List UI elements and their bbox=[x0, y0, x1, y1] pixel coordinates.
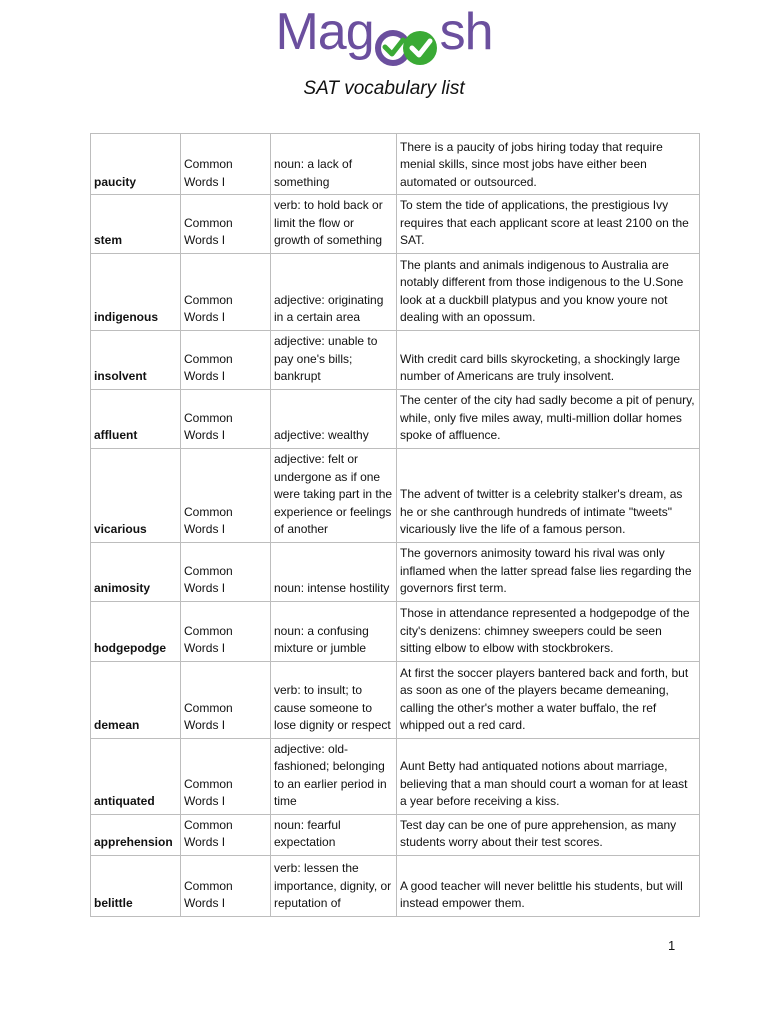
vocab-example: At first the soccer players bantered back and forth, but as soon as one of the players became demeaning, calling the other's mother a water buffalo, the ref whipped out a red card. bbox=[397, 661, 700, 738]
vocab-word: affluent bbox=[91, 389, 181, 448]
table-row bbox=[91, 738, 700, 814]
vocab-word: apprehension bbox=[91, 814, 181, 855]
table-row bbox=[91, 661, 700, 738]
vocab-category: Common Words I bbox=[181, 542, 271, 601]
vocab-category: Common Words I bbox=[181, 855, 271, 916]
vocab-category: Common Words I bbox=[181, 195, 271, 254]
vocab-definition: adjective: old-fashioned; belonging to an earlier period in time bbox=[271, 738, 397, 814]
vocab-definition: verb: to insult; to cause someone to lose dignity or respect bbox=[271, 661, 397, 738]
vocab-definition: verb: lessen the importance, dignity, or reputation of bbox=[271, 855, 397, 916]
vocab-word: animosity bbox=[91, 542, 181, 601]
vocab-example: To stem the tide of applications, the prestigious Ivy requires that each applicant score at least 2100 on the SAT. bbox=[397, 195, 700, 254]
vocabulary-table bbox=[90, 133, 700, 917]
vocab-example: There is a paucity of jobs hiring today that require menial skills, since most jobs have either been automated or outsourced. bbox=[397, 134, 700, 195]
vocab-word: hodgepodge bbox=[91, 601, 181, 661]
vocab-example: The plants and animals indigenous to Australia are notably different from those indigenous to the U.Sone look at a duckbill platypus and you know youre not dealing with an opossum. bbox=[397, 253, 700, 330]
vocab-example: Aunt Betty had antiquated notions about marriage, believing that a man should court a woman for at least a year before receiving a kiss. bbox=[397, 738, 700, 814]
table-row bbox=[91, 134, 700, 195]
vocab-example: The governors animosity toward his rival was only inflamed when the latter spread false lies regarding the governors first term. bbox=[397, 542, 700, 601]
vocab-word: belittle bbox=[91, 855, 181, 916]
vocab-category: Common Words I bbox=[181, 330, 271, 389]
vocab-definition: adjective: unable to pay one's bills; bankrupt bbox=[271, 330, 397, 389]
table-row bbox=[91, 601, 700, 661]
vocab-category: Common Words I bbox=[181, 448, 271, 542]
vocab-definition: noun: intense hostility bbox=[271, 542, 397, 601]
vocabulary-table-body bbox=[91, 134, 700, 917]
vocab-example: The advent of twitter is a celebrity stalker's dream, as he or she canthrough hundreds of intimate "tweets" vicariously live the life of a famous person. bbox=[397, 448, 700, 542]
vocab-example: With credit card bills skyrocketing, a shockingly large number of Americans are truly insolvent. bbox=[397, 330, 700, 389]
page-number: 1 bbox=[668, 938, 676, 953]
table-row bbox=[91, 330, 700, 389]
vocab-word: stem bbox=[91, 195, 181, 254]
vocab-definition: adjective: wealthy bbox=[271, 389, 397, 448]
vocab-definition: verb: to hold back or limit the flow or growth of something bbox=[271, 195, 397, 254]
page-title: SAT vocabulary list bbox=[303, 78, 465, 99]
vocab-category: Common Words I bbox=[181, 601, 271, 661]
vocab-category: Common Words I bbox=[181, 389, 271, 448]
vocab-example: The center of the city had sadly become a pit of penury, while, only five miles away, multi-million dollar homes spoke of affluence. bbox=[397, 389, 700, 448]
vocab-category: Common Words I bbox=[181, 661, 271, 738]
table-row bbox=[91, 542, 700, 601]
vocab-definition: noun: a confusing mixture or jumble bbox=[271, 601, 397, 661]
vocab-category: Common Words I bbox=[181, 253, 271, 330]
table-row bbox=[91, 855, 700, 916]
magoosh-logo bbox=[0, 2, 768, 62]
vocab-category: Common Words I bbox=[181, 738, 271, 814]
logo-text-right: sh bbox=[439, 3, 493, 61]
vocab-example: Those in attendance represented a hodgepodge of the city's denizens: chimney sweepers could be seen sitting elbow to elbow with stockbrokers. bbox=[397, 601, 700, 661]
vocab-word: insolvent bbox=[91, 330, 181, 389]
vocab-word: indigenous bbox=[91, 253, 181, 330]
vocab-category: Common Words I bbox=[181, 134, 271, 195]
vocab-word: antiquated bbox=[91, 738, 181, 814]
vocab-category: Common Words I bbox=[181, 814, 271, 855]
vocab-definition: adjective: felt or undergone as if one were taking part in the experience or feelings of another bbox=[271, 448, 397, 542]
table-row bbox=[91, 253, 700, 330]
vocab-definition: adjective: originating in a certain area bbox=[271, 253, 397, 330]
vocab-definition: noun: fearful expectation bbox=[271, 814, 397, 855]
vocab-word: vicarious bbox=[91, 448, 181, 542]
table-row bbox=[91, 195, 700, 254]
logo-checkmarks-icon bbox=[375, 28, 439, 68]
vocab-word: paucity bbox=[91, 134, 181, 195]
table-row bbox=[91, 814, 700, 855]
table-row bbox=[91, 389, 700, 448]
vocab-definition: noun: a lack of something bbox=[271, 134, 397, 195]
table-row bbox=[91, 448, 700, 542]
vocab-word: demean bbox=[91, 661, 181, 738]
vocab-example: A good teacher will never belittle his students, but will instead empower them. bbox=[397, 855, 700, 916]
vocab-example: Test day can be one of pure apprehension, as many students worry about their test scores. bbox=[397, 814, 700, 855]
logo-text-left: Mag bbox=[275, 3, 374, 61]
